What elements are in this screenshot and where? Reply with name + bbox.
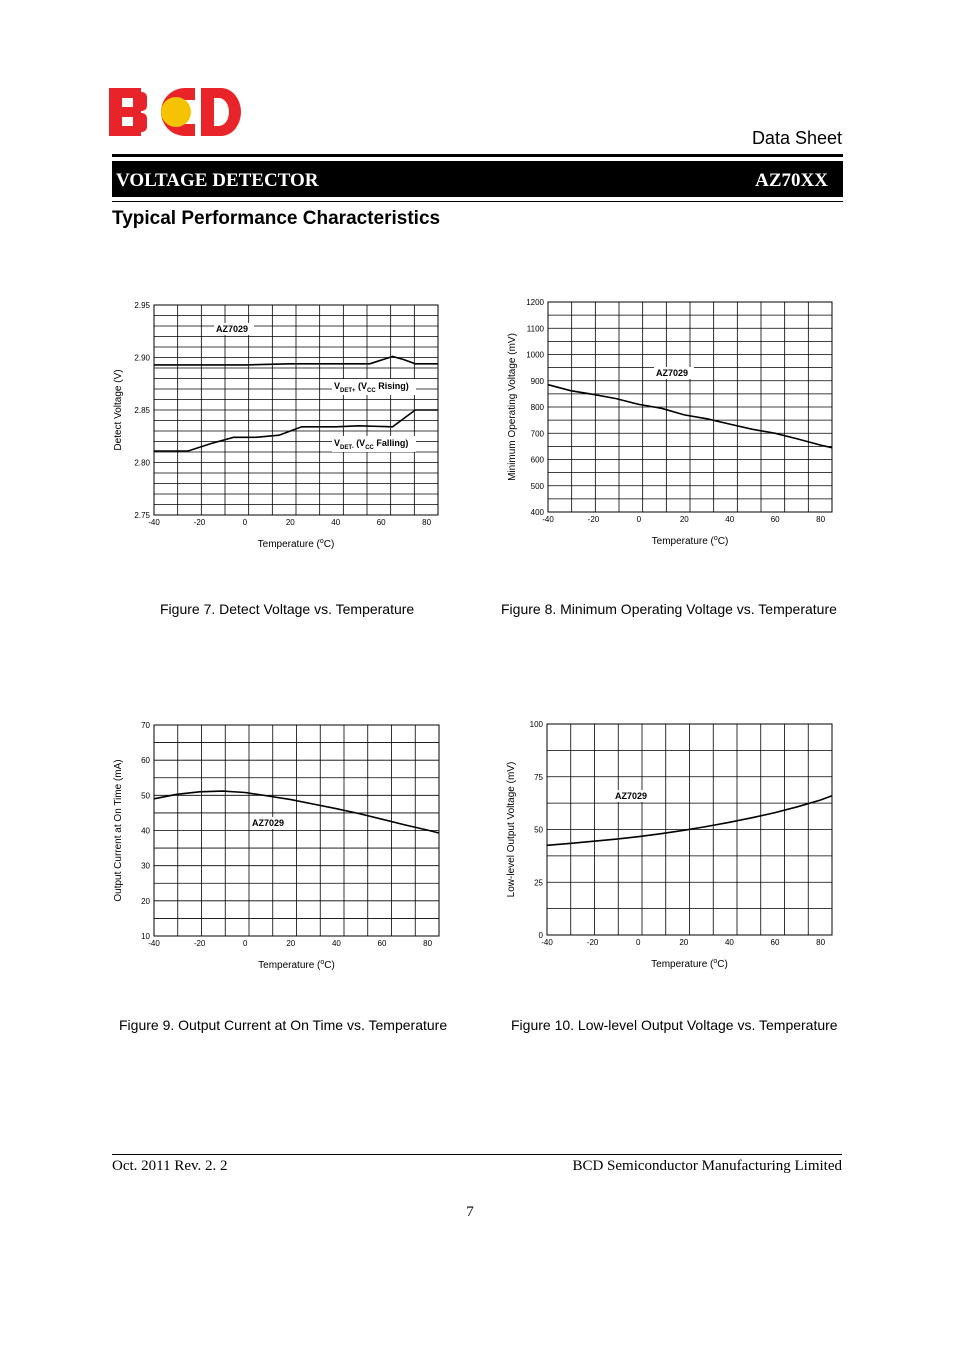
header-rule-thin — [112, 201, 843, 202]
y-tick-label: 600 — [530, 455, 544, 465]
y-tick-label: 2.75 — [134, 511, 150, 520]
x-tick-label: 60 — [770, 938, 780, 947]
y-tick-label: 800 — [530, 403, 544, 412]
plot-area — [507, 298, 832, 547]
y-axis-label: Detect Voltage (V) — [113, 369, 124, 451]
y-tick-label: 500 — [530, 481, 544, 491]
x-tick-label: 40 — [331, 518, 341, 527]
part-annotation: AZ7029 — [615, 791, 648, 801]
x-tick-label: 20 — [679, 938, 689, 947]
plot-area — [506, 720, 832, 970]
x-axis-label: Temperature ($^o$C) — [651, 535, 729, 547]
section-title: Typical Performance Characteristics — [112, 208, 441, 229]
header-rule — [112, 154, 843, 157]
x-tick-label: 80 — [816, 938, 826, 947]
footer-company: BCD Semiconductor Manufacturing Limited — [572, 1158, 842, 1174]
x-tick-label: -40 — [541, 938, 553, 947]
figure-caption: Figure 9. Output Current at On Time vs. Temperature — [119, 1017, 448, 1033]
y-tick-label: 2.85 — [134, 406, 150, 415]
chart-low-level-output-voltage — [495, 712, 855, 982]
x-tick-label: 60 — [377, 939, 387, 948]
x-axis-label: Temperature ($^o$C) — [257, 538, 335, 550]
part-annotation: AZ7029 — [252, 818, 285, 828]
y-tick-label: 2.80 — [134, 458, 150, 468]
y-tick-label: 700 — [530, 429, 544, 439]
x-tick-label: -40 — [148, 939, 160, 948]
chart-detect-voltage — [100, 290, 460, 560]
x-tick-label: 40 — [725, 515, 735, 524]
y-axis-label: Output Current at On Time (mA) — [113, 759, 124, 902]
plot-area — [113, 721, 439, 971]
x-tick-label: -20 — [586, 938, 599, 947]
chart-output-current — [100, 712, 460, 982]
y-axis-label: Minimum Operating Voltage (mV) — [507, 333, 518, 481]
y-tick-label: 900 — [530, 376, 544, 386]
series-label: $V_{DET+}$ ($V_{CC}$ Rising) — [334, 381, 409, 394]
x-tick-label: 40 — [724, 938, 734, 947]
x-tick-label: 0 — [242, 518, 248, 527]
part-number: AZ70XX — [755, 170, 828, 191]
x-tick-label: 0 — [242, 939, 248, 948]
x-tick-label: 0 — [636, 515, 642, 524]
y-tick-label: 2.90 — [134, 353, 150, 363]
x-tick-label: -20 — [193, 518, 206, 527]
y-tick-label: 70 — [141, 721, 150, 730]
x-tick-label: 40 — [331, 939, 341, 948]
figure-caption: Figure 10. Low-level Output Voltage vs. Temperature — [511, 1017, 838, 1033]
y-axis-label: Low-level Output Voltage (mV) — [506, 761, 517, 898]
figure-caption: Figure 8. Minimum Operating Voltage vs. Temperature — [501, 601, 837, 617]
y-tick-label: 20 — [141, 896, 150, 906]
y-tick-label: 50 — [141, 791, 150, 801]
footer-date-revision: Oct. 2011 Rev. 2. 2 — [112, 1158, 228, 1174]
chart-min-operating-voltage — [495, 290, 855, 560]
x-tick-label: 0 — [635, 938, 641, 947]
y-tick-label: 1100 — [526, 324, 544, 334]
x-tick-label: 20 — [286, 939, 296, 948]
y-tick-label: 60 — [141, 756, 150, 766]
figure-caption: Figure 7. Detect Voltage vs. Temperature — [160, 601, 415, 617]
x-axis-label: Temperature ($^o$C) — [651, 958, 728, 970]
y-tick-label: 2.95 — [134, 301, 150, 310]
y-tick-label: 25 — [534, 878, 543, 888]
x-tick-label: 60 — [770, 515, 780, 524]
y-tick-label: 100 — [529, 720, 543, 729]
title-banner — [112, 161, 843, 197]
y-tick-label: 1000 — [526, 350, 544, 360]
part-annotation: AZ7029 — [656, 368, 689, 378]
x-tick-label: -40 — [148, 518, 160, 527]
y-tick-label: 0 — [538, 931, 543, 940]
page-number: 7 — [466, 1204, 474, 1220]
x-tick-label: 20 — [285, 518, 295, 527]
y-tick-label: 50 — [534, 825, 543, 835]
doc-type-label: Data Sheet — [751, 128, 842, 148]
x-tick-label: -40 — [542, 515, 554, 524]
y-tick-label: 10 — [141, 932, 150, 941]
y-tick-label: 1200 — [526, 298, 544, 307]
plot-area — [113, 301, 438, 550]
x-tick-label: 20 — [679, 515, 689, 524]
series-label: $V_{DET-}$ ($V_{CC}$ Falling) — [334, 438, 409, 451]
y-tick-label: 400 — [530, 508, 544, 517]
y-tick-label: 40 — [141, 826, 150, 836]
part-annotation: AZ7029 — [216, 324, 249, 334]
x-tick-label: 80 — [422, 518, 432, 527]
footer-rule — [112, 1154, 842, 1155]
y-tick-label: 30 — [141, 861, 150, 871]
x-tick-label: -20 — [193, 939, 206, 948]
x-tick-label: -20 — [587, 515, 600, 524]
bcd-logo — [109, 88, 241, 136]
product-category: VOLTAGE DETECTOR — [116, 170, 319, 191]
x-tick-label: 80 — [816, 515, 826, 524]
x-tick-label: 80 — [423, 939, 433, 948]
y-tick-label: 75 — [534, 772, 543, 782]
x-tick-label: 60 — [376, 518, 386, 527]
x-axis-label: Temperature ($^o$C) — [258, 959, 335, 971]
